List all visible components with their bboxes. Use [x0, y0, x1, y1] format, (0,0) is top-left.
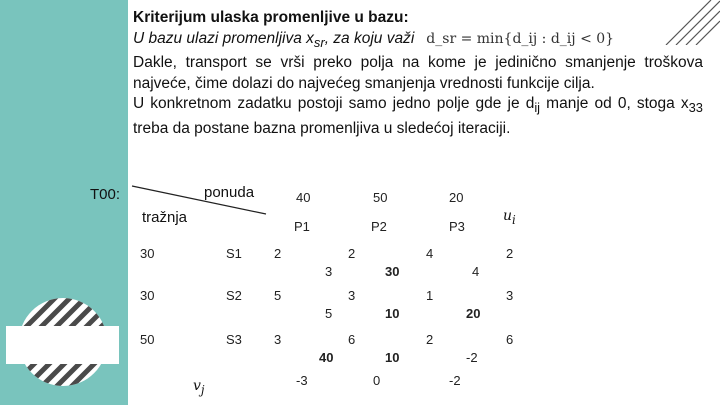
value-s1-p3: 4	[472, 264, 480, 279]
row-demand-2: 30	[140, 288, 155, 303]
u-label-sub: i	[512, 212, 516, 227]
cost-s3-p2: 6	[348, 332, 356, 347]
cost-s2-p2: 3	[348, 288, 356, 303]
header-traznja: tražnja	[142, 209, 188, 226]
cost-s1-p1: 2	[274, 246, 282, 261]
v-1: -3	[296, 373, 308, 388]
u-2: 3	[506, 288, 514, 303]
table-label: T00:	[90, 186, 121, 203]
row-demand-3: 50	[140, 332, 155, 347]
supply-3: 20	[449, 190, 464, 205]
slide-heading: Kriterijum ulaska promenljive u bazu:	[133, 9, 409, 26]
conclusion-a: U konkretnom zadatku postoji samo jedno polje gde je d	[133, 95, 535, 113]
cost-s2-p1: 5	[274, 288, 282, 303]
u-label-main: u	[503, 208, 513, 224]
supply-1: 40	[296, 190, 311, 205]
explanation-paragraph: Dakle, transport se vrši preko polja na kome je jedinično smanjenje troškova najveće, čime dolazi do najvećeg smanjenja vrednosti funkcije cilja.	[133, 54, 703, 92]
conclusion-b: manje od 0, stoga x	[540, 95, 689, 113]
value-s3-p1: 40	[319, 350, 334, 365]
u-label	[503, 208, 516, 227]
row-name-s3: S3	[226, 332, 242, 347]
conclusion-sub1: ij	[534, 100, 541, 116]
v-label	[193, 378, 205, 397]
value-s3-p2: 10	[385, 350, 400, 365]
value-s1-p2: 30	[385, 264, 400, 279]
value-s2-p2: 10	[385, 306, 400, 321]
u-3: 6	[506, 332, 514, 347]
cost-s3-p3: 2	[426, 332, 434, 347]
value-s2-p1: 5	[325, 306, 333, 321]
v-label-main: v	[193, 378, 201, 394]
cost-s1-p3: 4	[426, 246, 434, 261]
cost-s3-p1: 3	[274, 332, 282, 347]
criterion-line	[133, 29, 703, 54]
cost-s2-p3: 1	[426, 288, 434, 303]
slide-text	[133, 8, 703, 139]
value-s1-p1: 3	[325, 264, 333, 279]
conclusion-c: treba da postane bazna promenljiva u sledećoj iteraciji.	[133, 119, 511, 137]
v-3: -2	[449, 373, 461, 388]
column-header-p1: P1	[294, 219, 310, 234]
value-s2-p3: 20	[466, 306, 481, 321]
conclusion-sub2: 33	[688, 100, 703, 116]
entry-formula: d_sr = min{d_ij : d_ij < 0}	[426, 30, 615, 47]
column-header-p2: P2	[371, 219, 387, 234]
conclusion-paragraph	[133, 94, 703, 139]
supply-2: 50	[373, 190, 388, 205]
criterion-text: U bazu ulazi promenljiva x	[133, 29, 314, 47]
v-label-sub: j	[200, 382, 205, 397]
v-2: 0	[373, 373, 381, 388]
white-label-box	[6, 326, 119, 364]
column-header-p3: P3	[449, 219, 465, 234]
value-s3-p3: -2	[466, 350, 478, 365]
row-name-s2: S2	[226, 288, 242, 303]
cost-s1-p2: 2	[348, 246, 356, 261]
criterion-sub: sr	[313, 34, 325, 50]
row-demand-1: 30	[140, 246, 155, 261]
header-ponuda: ponuda	[204, 184, 255, 201]
u-1: 2	[506, 246, 514, 261]
row-name-s1: S1	[226, 246, 242, 261]
criterion-text-end: , za koju važi	[324, 29, 415, 47]
